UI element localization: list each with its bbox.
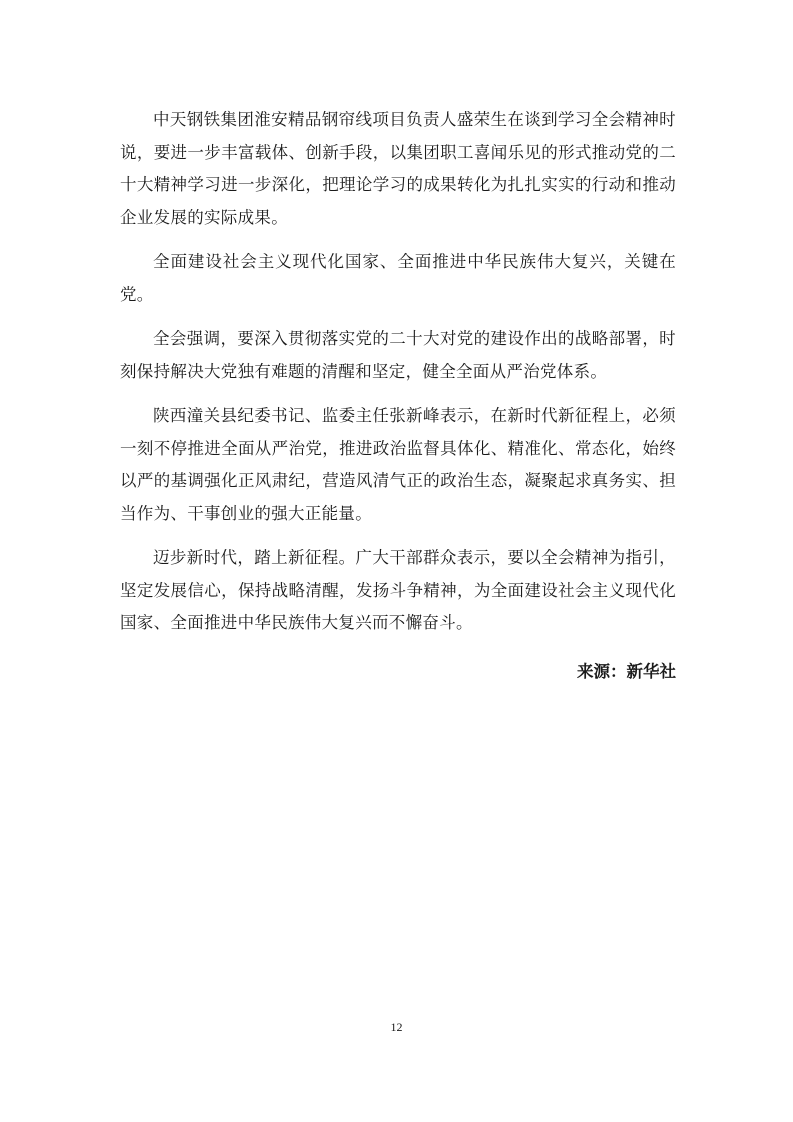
paragraph-3: 全会强调，要深入贯彻落实党的二十大对党的建设作出的战略部署，时刻保持解决大党独有难题的清醒和坚定，健全全面从严治党体系。: [120, 329, 676, 381]
paragraph-5: 迈步新时代，踏上新征程。广大干部群众表示，要以全会精神为指引，坚定发展信心，保持战略清醒，发扬斗争精神，为全面建设社会主义现代化国家、全面推进中华民族伟大复兴而不懈奋斗。: [120, 548, 676, 632]
paragraph-1: 中天钢铁集团淮安精品钢帘线项目负责人盛荣生在谈到学习全会精神时说，要进一步丰富载体、创新手段，以集团职工喜闻乐见的形式推动党的二十大精神学习进一步深化，把理论学习的成果转化为扎扎实实的行动和推动企业发展的实际成果。: [120, 110, 676, 227]
page-number: 12: [390, 1020, 403, 1034]
article-body: [120, 104, 676, 688]
paragraph-2: 全面建设社会主义现代化国家、全面推进中华民族伟大复兴，关键在党。: [120, 252, 676, 304]
source-credit: 来源：新华社: [577, 661, 676, 681]
paragraph-4: 陕西潼关县纪委书记、监委主任张新峰表示，在新时代新征程上，必须一刻不停推进全面从严治党，推进政治监督具体化、精准化、常态化，始终以严的基调强化正风肃纪，营造风清气正的政治生态，凝聚起求真务实、担当作为、干事创业的强大正能量。: [120, 406, 676, 523]
